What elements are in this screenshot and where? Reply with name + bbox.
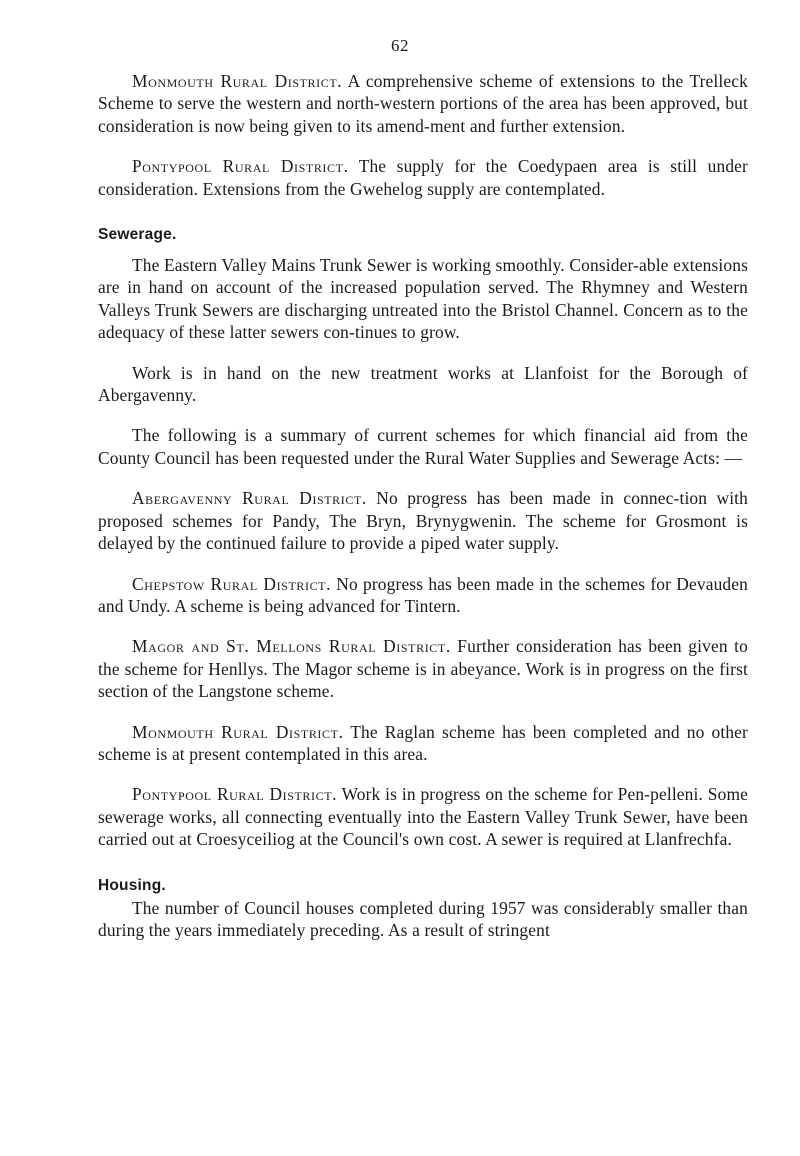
paragraph-housing: The number of Council houses completed during 1957 was considerably smaller than during the years immediately preceding. As a result of stringent	[98, 897, 748, 940]
paragraph-sewerage-intro-3: The following is a summary of current schemes for which financial aid from the County Council has been requested under the Rural Water Supplies and Sewerage Acts: —	[98, 425, 748, 468]
page-number: 62	[391, 36, 409, 55]
housing-heading: Housing.	[98, 876, 166, 894]
district-name: Abergavenny Rural District.	[132, 488, 367, 509]
paragraph-text: The supply for the Coedypaen area is still under consideration. Extensions from the Gwehelog supply are contemplated.	[98, 156, 748, 199]
district-name: Pontypool Rural District.	[132, 784, 338, 805]
paragraph-sewerage-intro-1: The Eastern Valley Mains Trunk Sewer is working smoothly. Consider-able extensions are in hand on account of the increased population served. The Rhymney and Western Valleys Trunk Sewers are discharging untreated into the Bristol Channel. Concern as to the adequacy of these latter sewers con-tinues to grow.	[98, 255, 748, 343]
paragraph-text: Further consideration has been given to the scheme for Henllys. The Magor scheme is in abeyance. Work is in progress on the first section of the Langstone scheme.	[98, 636, 748, 702]
paragraph-text: No progress has been made in connec-tion with proposed schemes for Pandy, The Bryn, Brynygwenin. The scheme for Grosmont is delayed by the continued failure to provide a piped water supply.	[98, 488, 749, 554]
paragraph-text: No progress has been made in the schemes for Devauden and Undy. A scheme is being advanced for Tintern.	[98, 573, 748, 616]
paragraph-abergavenny-sewerage	[98, 487, 748, 554]
district-name: Monmouth Rural District.	[132, 71, 343, 91]
sewerage-heading: Sewerage.	[98, 226, 177, 244]
paragraph-text: Work is in progress on the scheme for Pen-pelleni. Some sewerage works, all connecting eventually into the Eastern Valley Trunk Sewer, have been carried out at Croesyceiliog at the Council's own cost. A sewer is required at Llanfrechfa.	[98, 784, 748, 850]
paragraph-magor-sewerage	[98, 635, 748, 702]
paragraph-text: A comprehensive scheme of extensions to the Trelleck Scheme to serve the western and north-western portions of the area has been approved, but consideration is now being given to its amend-ment and further extension.	[98, 71, 748, 136]
paragraph-pontypool-water	[98, 155, 748, 200]
paragraph-text: The Raglan scheme has been completed and no other scheme is at present contemplated in this area.	[98, 721, 748, 764]
paragraph-monmouth-water	[98, 70, 748, 137]
paragraph-chepstow-sewerage	[98, 573, 748, 618]
paragraph-sewerage-intro-2: Work is in hand on the new treatment works at Llanfoist for the Borough of Abergavenny.	[98, 362, 748, 406]
district-name: Monmouth Rural District.	[132, 721, 344, 742]
district-name: Chepstow Rural District.	[132, 573, 332, 594]
district-name: Pontypool Rural District.	[132, 156, 349, 177]
page-content	[98, 70, 748, 959]
district-name: Magor and St. Mellons Rural District.	[132, 636, 451, 657]
paragraph-monmouth-sewerage	[98, 721, 748, 766]
paragraph-pontypool-sewerage	[98, 783, 748, 850]
